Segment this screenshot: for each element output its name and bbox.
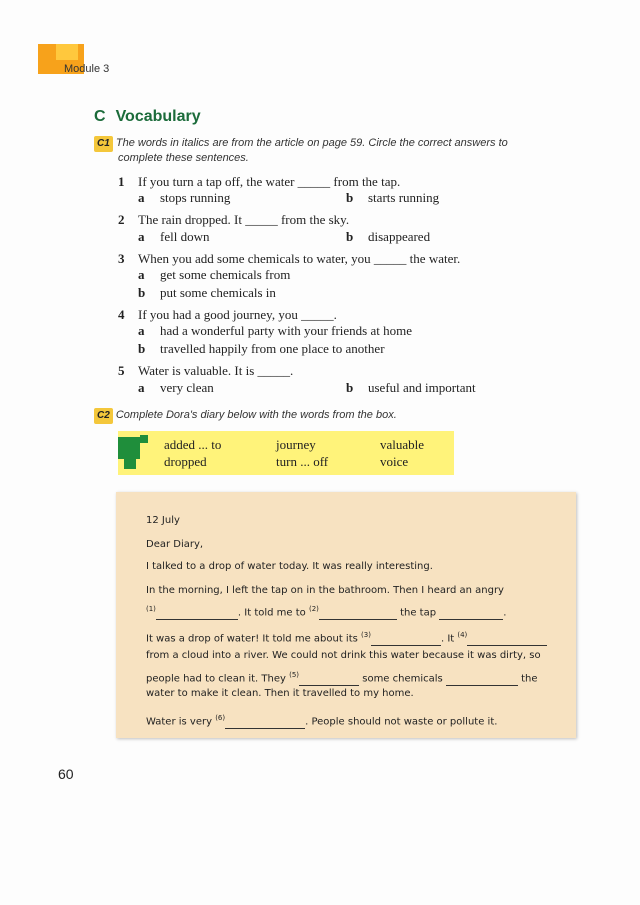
option-letter: a <box>138 267 145 282</box>
option-text: get some chemicals from <box>160 267 291 282</box>
question-1 <box>118 174 538 190</box>
option-letter: b <box>346 190 354 205</box>
option-text: starts running <box>368 190 440 205</box>
answer-blank-5b[interactable] <box>446 674 518 686</box>
diary-line <box>146 668 538 686</box>
question-text: Water is valuable. It is _____. <box>138 363 294 378</box>
option-letter: a <box>138 190 145 205</box>
word-box-item: voice <box>380 454 409 469</box>
option-text: travelled happily from one place to another <box>160 341 385 356</box>
answer-blank-2[interactable] <box>319 608 397 620</box>
answer-blank-6[interactable] <box>225 717 305 729</box>
word-box-item: valuable <box>380 437 425 452</box>
option-letter: b <box>346 229 354 244</box>
diary-date: 12 July <box>146 515 180 526</box>
option-text: put some chemicals in <box>160 285 276 300</box>
question-number: 5 <box>118 363 125 378</box>
option-b[interactable] <box>138 341 385 357</box>
diary-text: Water is very <box>146 716 213 728</box>
question-2 <box>118 212 538 228</box>
diary-text: It <box>447 633 455 645</box>
option-a[interactable] <box>138 267 290 283</box>
option-a[interactable] <box>138 190 230 206</box>
question-text: If you turn a tap off, the water _____ from the tap. <box>138 174 401 189</box>
word-box-item: turn ... off <box>276 454 329 469</box>
word-box-marker <box>124 451 136 469</box>
page-number: 60 <box>58 766 74 782</box>
corner-decoration-highlight <box>56 44 78 60</box>
word-box-item: dropped <box>164 454 207 469</box>
diary-line: from a cloud into a river. We could not drink this water because it was dirty, so <box>146 650 541 661</box>
option-text: very clean <box>160 380 214 395</box>
c1-badge: C1 <box>94 136 113 152</box>
option-b[interactable] <box>346 229 430 245</box>
c1-instruction-line1: The words in italics are from the article on page 59. Circle the correct answers to <box>115 137 508 149</box>
question-text: The rain dropped. It _____ from the sky. <box>138 212 350 227</box>
option-letter: a <box>138 323 145 338</box>
blank-number: (1) <box>146 605 156 613</box>
blank-number: (6) <box>215 714 226 722</box>
section-letter: C <box>94 108 106 125</box>
word-box-item: journey <box>276 437 316 452</box>
option-a[interactable] <box>138 229 209 245</box>
blank-number: (2) <box>308 605 319 613</box>
answer-blank-2b[interactable] <box>439 608 503 620</box>
section-title <box>94 108 201 126</box>
option-a[interactable] <box>138 380 214 396</box>
diary-line: I talked to a drop of water today. It was really interesting. <box>146 561 433 572</box>
option-text: disappeared <box>368 229 431 244</box>
question-number: 1 <box>118 174 125 189</box>
blank-number: (5) <box>289 671 300 679</box>
diary-text: the tap <box>400 607 437 619</box>
option-text: fell down <box>160 229 210 244</box>
answer-blank-3[interactable] <box>371 634 441 646</box>
answer-blank-5[interactable] <box>299 674 359 686</box>
module-label: Module 3 <box>64 63 110 75</box>
section-name: Vocabulary <box>115 108 201 125</box>
question-5 <box>118 363 538 379</box>
diary-text: the <box>521 673 538 685</box>
diary-text: some chemicals <box>362 673 443 685</box>
diary-line: $^{(1)}$ . It told me to $^{(2)}$ the tap . <box>146 605 507 619</box>
option-a[interactable] <box>138 323 412 339</box>
option-text: stops running <box>160 190 231 205</box>
diary-text: People should not waste or pollute it. <box>311 716 498 728</box>
question-4 <box>118 307 538 323</box>
option-letter: b <box>138 285 146 300</box>
option-text: had a wonderful party with your friends at home <box>160 323 412 338</box>
option-text: useful and important <box>368 380 476 395</box>
blank-number: (4) <box>457 631 468 639</box>
option-letter: b <box>138 341 146 356</box>
diary-text: It told me to <box>244 607 306 619</box>
diary-line: It was a drop of water! It told me about its $^{(3)}$ . It $^{(4)}$ <box>146 628 547 646</box>
question-number: 4 <box>118 307 125 322</box>
diary-line: In the morning, I left the tap on in the bathroom. Then I heard an angry <box>146 585 504 596</box>
question-text: When you add some chemicals to water, you _____ the water. <box>138 251 461 266</box>
c2-instruction-text: Complete Dora's diary below with the words from the box. <box>115 409 397 421</box>
option-letter: a <box>138 380 145 395</box>
c2-badge: C2 <box>94 408 113 424</box>
diary-line: Water is very $^{(6)}$ . People should not waste or pollute it. <box>146 714 498 728</box>
blank-number: (3) <box>361 631 371 639</box>
question-3 <box>118 251 558 267</box>
option-b[interactable] <box>346 380 476 396</box>
word-box-item: added ... to <box>164 437 222 452</box>
c2-instruction <box>94 407 574 424</box>
question-number: 2 <box>118 212 125 227</box>
option-b[interactable] <box>346 190 439 206</box>
answer-blank-1[interactable] <box>156 608 238 620</box>
question-text: If you had a good journey, you _____. <box>138 307 337 322</box>
diary-text: It was a drop of water! It told me about its <box>146 633 358 645</box>
diary-line: water to make it clean. Then it travelled to my home. <box>146 688 414 699</box>
diary-text: people had to clean it. They <box>146 673 286 685</box>
option-b[interactable] <box>138 285 276 301</box>
c1-instruction-line2: complete these sentences. <box>118 152 249 164</box>
option-letter: b <box>346 380 354 395</box>
diary-greeting: Dear Diary, <box>146 539 204 550</box>
question-number: 3 <box>118 251 125 266</box>
word-box-marker <box>140 435 148 443</box>
answer-blank-4[interactable] <box>467 634 547 646</box>
option-letter: a <box>138 229 145 244</box>
